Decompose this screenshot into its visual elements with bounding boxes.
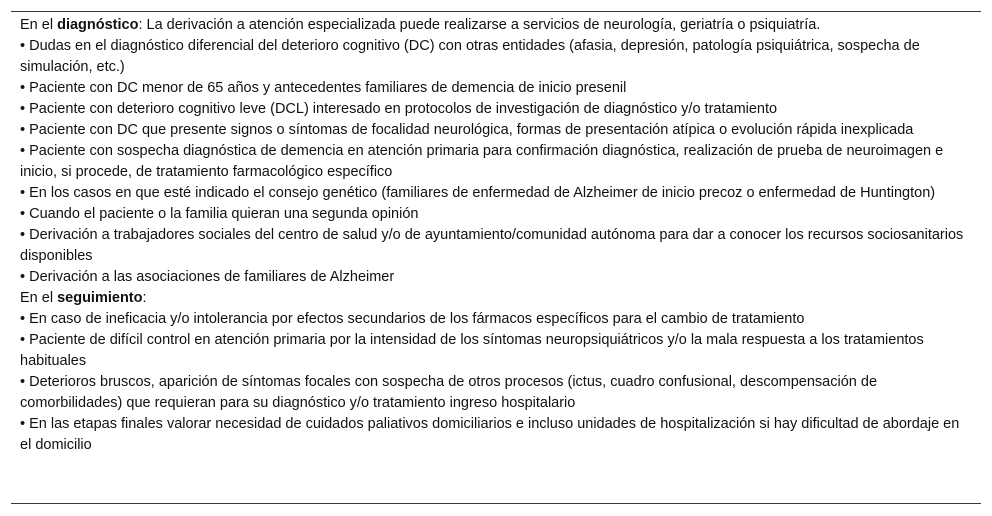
diagnosis-item: • Paciente con sospecha diagnóstica de demencia en atención primaria para confirmación diagnóstica, realización de prueba de neuroimagen e inicio, si procede, de tratamiento farmacológico específico: [20, 143, 944, 180]
diagnosis-item: • Derivación a trabajadores sociales del centro de salud y/o de ayuntamiento/comunidad autónoma para dar a conocer los recursos sociosanitarios disponibles: [20, 227, 964, 264]
referral-criteria-cell: [20, 15, 965, 456]
followup-intro: [20, 288, 965, 309]
diagnosis-item: • Paciente con DC menor de 65 años y antecedentes familiares de demencia de inicio presenil: [20, 80, 627, 96]
followup-intro-prefix: En el: [20, 290, 58, 306]
followup-item: • En las etapas finales valorar necesidad de cuidados paliativos domiciliarios e incluso unidades de hospitalización si hay dificultad de abordaje en el domicilio: [20, 416, 960, 453]
followup-item: • En caso de ineficacia y/o intolerancia por efectos secundarios de los fármacos específicos para el cambio de tratamiento: [20, 311, 805, 327]
diagnosis-item: • En los casos en que esté indicado el consejo genético (familiares de enfermedad de Alzheimer de inicio precoz o enfermedad de Huntington): [20, 185, 936, 201]
diagnosis-intro-prefix: En el: [20, 17, 58, 33]
diagnosis-intro: [20, 15, 965, 36]
followup-item: • Paciente de difícil control en atención primaria por la intensidad de los síntomas neuropsiquiátricos y/o la mala respuesta a los tratamientos habituales: [20, 332, 924, 369]
diagnosis-intro-text: : La derivación a atención especializada puede realizarse a servicios de neurología, geriatría o psiquiatría.: [138, 17, 821, 33]
diagnosis-item: • Paciente con DC que presente signos o síntomas de focalidad neurológica, formas de presentación atípica o evolución rápida inexplicada: [20, 122, 914, 138]
diagnosis-item: • Dudas en el diagnóstico diferencial del deterioro cognitivo (DC) con otras entidades (afasia, depresión, patología psiquiátrica, sospecha de simulación, etc.): [20, 38, 920, 75]
diagnosis-item: • Cuando el paciente o la familia quieran una segunda opinión: [20, 206, 419, 222]
diagnosis-heading: diagnóstico: [57, 17, 139, 33]
referral-criteria-table: [11, 11, 981, 504]
followup-intro-text: :: [142, 290, 147, 306]
diagnosis-item: • Paciente con deterioro cognitivo leve (DCL) interesado en protocolos de investigación de diagnóstico y/o tratamiento: [20, 101, 778, 117]
diagnosis-item: • Derivación a las asociaciones de familiares de Alzheimer: [20, 269, 395, 285]
followup-heading: seguimiento: [57, 290, 143, 306]
followup-item: • Deterioros bruscos, aparición de síntomas focales con sospecha de otros procesos (ictus, cuadro confusional, descompensación de comorbilidades) que requieran para su diagnóstico y/o tratamiento ingreso hospitalario: [20, 374, 878, 411]
